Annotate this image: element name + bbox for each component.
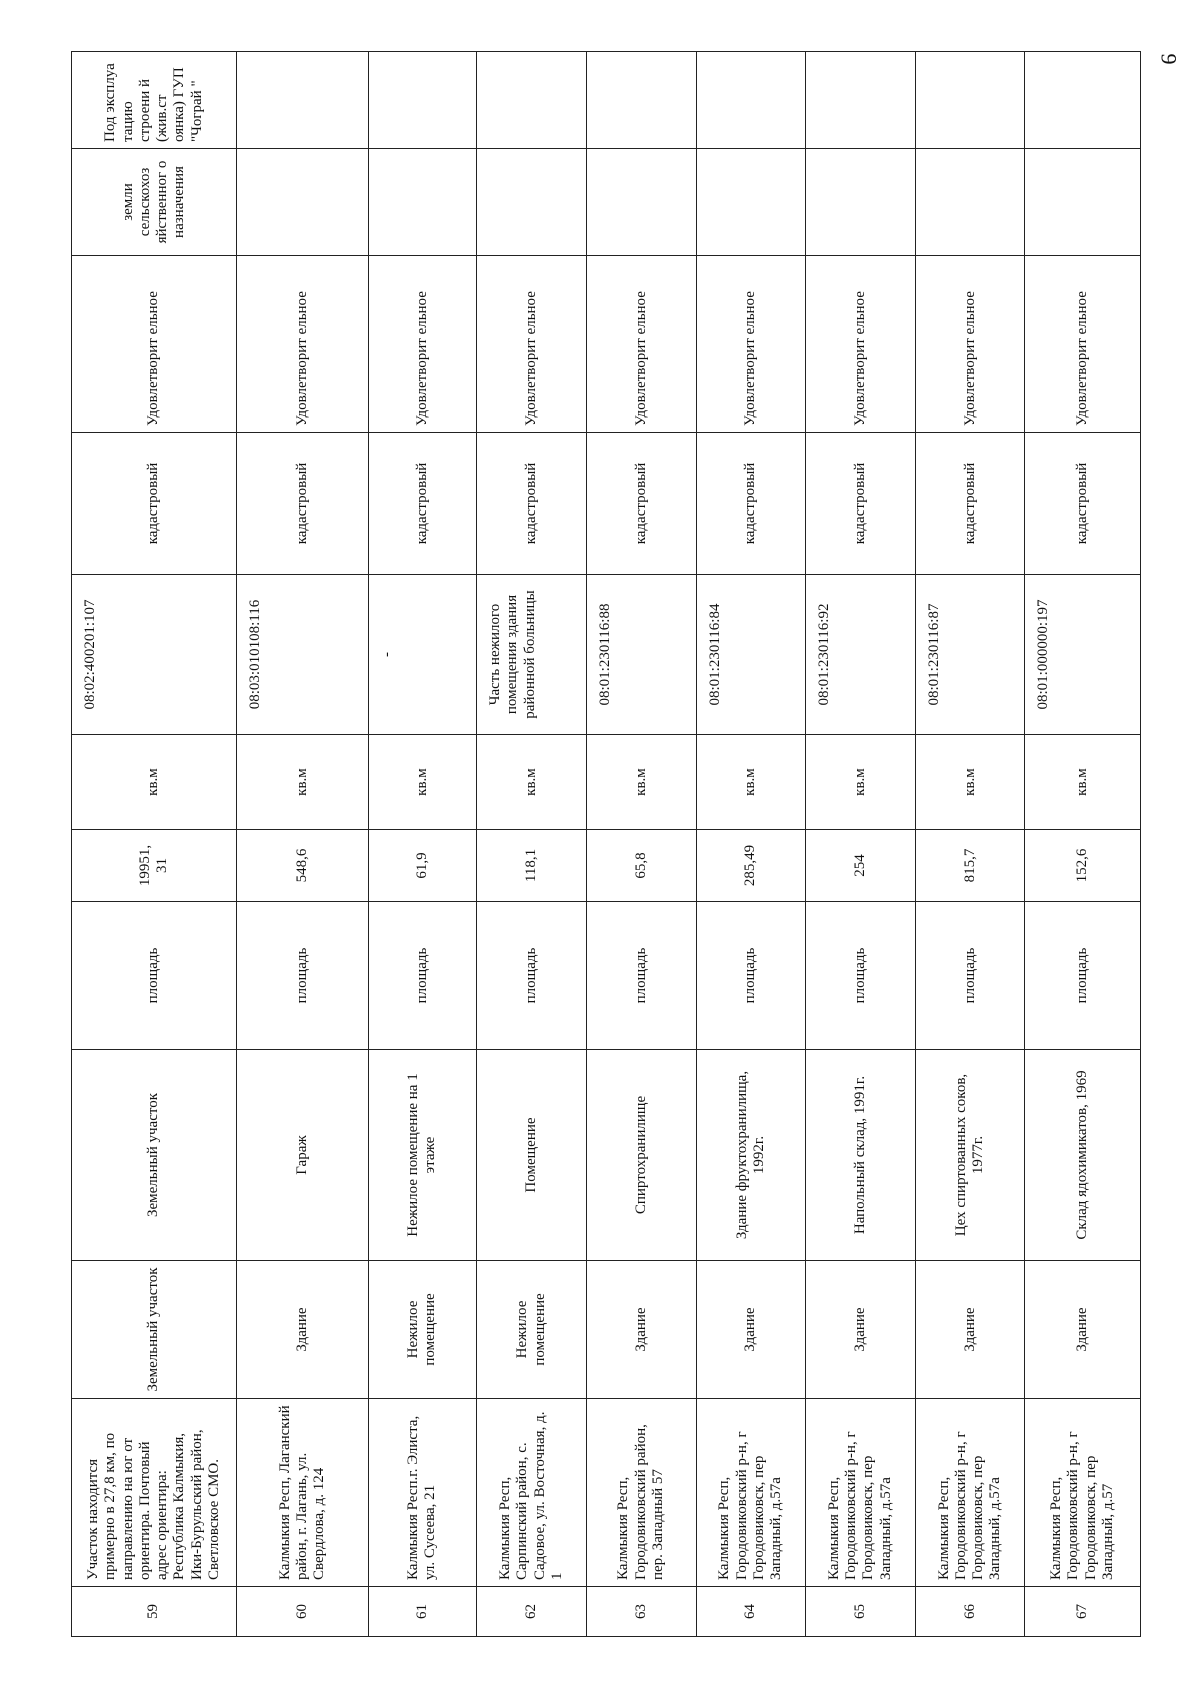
parameter-cell: площадь xyxy=(368,902,477,1050)
object-name-cell: Цех спиртованных соков, 1977г. xyxy=(915,1050,1025,1261)
object-name-cell: Здание фруктохранилища, 1992г. xyxy=(696,1050,806,1261)
object-type-cell: Здание xyxy=(1025,1261,1141,1399)
unit-cell: кв.м xyxy=(586,735,696,830)
row-number-cell: 59 xyxy=(72,1587,237,1637)
table-row xyxy=(586,52,696,1637)
parameter-cell: площадь xyxy=(237,902,369,1050)
property-table-container xyxy=(71,52,1141,1637)
address-cell: Калмыкия Респ, Городовиковский р-н, г Городовиковск, пер Западный, д.57а xyxy=(915,1399,1025,1587)
parameter-cell: площадь xyxy=(696,902,806,1050)
unit-cell: кв.м xyxy=(1025,735,1141,830)
unit-cell: кв.м xyxy=(915,735,1025,830)
object-type-cell: Нежилое помещение xyxy=(477,1261,587,1399)
cadastral-number-cell: Часть нежилого помещения здания районной больницы xyxy=(477,575,587,735)
object-type-cell: Земельный участок xyxy=(72,1261,237,1399)
usage-cell: Под эксплуа тацию строени й (жив.ст оянка) ГУП "Чограй " xyxy=(72,52,237,149)
number-kind-cell: кадастровый xyxy=(806,433,916,575)
condition-cell: Удовлетворит ельное xyxy=(368,256,477,433)
unit-cell: кв.м xyxy=(696,735,806,830)
area-value-cell: 285,49 xyxy=(696,830,806,902)
number-kind-cell: кадастровый xyxy=(72,433,237,575)
cadastral-number-cell: 08:01:000000:197 xyxy=(1025,575,1141,735)
cadastral-number-cell: 08:01:230116:88 xyxy=(586,575,696,735)
area-value-cell: 61,9 xyxy=(368,830,477,902)
unit-cell: кв.м xyxy=(72,735,237,830)
table-row xyxy=(915,52,1025,1637)
address-cell: Участок находится примерно в 27,8 км, по направлению на юг от ориентира. Почтовый адрес ориентира: Республика Калмыкия, Ики-Бурульский район, Светловское СМО. xyxy=(72,1399,237,1587)
land-category-cell xyxy=(1025,149,1141,256)
address-cell: Калмыкия Респ, Сарпинский район, с. Садовое, ул. Восточная, д. 1 xyxy=(477,1399,587,1587)
page-number: 9 xyxy=(1156,53,1182,65)
unit-cell: кв.м xyxy=(477,735,587,830)
object-name-cell: Склад ядохимикатов, 1969 xyxy=(1025,1050,1141,1261)
address-cell: Калмыкия Респ.г. Элиста, ул. Сусеева, 21 xyxy=(368,1399,477,1587)
usage-cell xyxy=(806,52,916,149)
object-type-cell: Нежилое помещение xyxy=(368,1261,477,1399)
land-category-cell xyxy=(696,149,806,256)
number-kind-cell: кадастровый xyxy=(696,433,806,575)
number-kind-cell: кадастровый xyxy=(368,433,477,575)
usage-cell xyxy=(915,52,1025,149)
unit-cell: кв.м xyxy=(806,735,916,830)
object-name-cell: Помещение xyxy=(477,1050,587,1261)
condition-cell: Удовлетворит ельное xyxy=(477,256,587,433)
table-body xyxy=(72,52,1141,1637)
property-table xyxy=(71,51,1141,1637)
parameter-cell: площадь xyxy=(915,902,1025,1050)
row-number-cell: 63 xyxy=(586,1587,696,1637)
parameter-cell: площадь xyxy=(1025,902,1141,1050)
condition-cell: Удовлетворит ельное xyxy=(586,256,696,433)
land-category-cell xyxy=(806,149,916,256)
row-number-cell: 64 xyxy=(696,1587,806,1637)
table-row xyxy=(72,52,237,1637)
cadastral-number-cell: 08:02:400201:107 xyxy=(72,575,237,735)
area-value-cell: 118,1 xyxy=(477,830,587,902)
usage-cell xyxy=(237,52,369,149)
object-name-cell: Нежилое помещение на 1 этаже xyxy=(368,1050,477,1261)
parameter-cell: площадь xyxy=(806,902,916,1050)
rotated-table-frame xyxy=(71,52,1141,1637)
table-row xyxy=(1025,52,1141,1637)
table-row xyxy=(806,52,916,1637)
usage-cell xyxy=(586,52,696,149)
table-row xyxy=(477,52,587,1637)
land-category-cell xyxy=(915,149,1025,256)
object-name-cell: Земельный участок xyxy=(72,1050,237,1261)
condition-cell: Удовлетворит ельное xyxy=(696,256,806,433)
land-category-cell xyxy=(237,149,369,256)
usage-cell xyxy=(368,52,477,149)
parameter-cell: площадь xyxy=(72,902,237,1050)
land-category-cell: земли сельскохоз яйственног о назначения xyxy=(72,149,237,256)
address-cell: Калмыкия Респ, Городовиковский р-н, г Городовиковск, пер Западный, д.57а xyxy=(696,1399,806,1587)
number-kind-cell: кадастровый xyxy=(915,433,1025,575)
land-category-cell xyxy=(477,149,587,256)
cadastral-number-cell: - xyxy=(368,575,477,735)
condition-cell: Удовлетворит ельное xyxy=(915,256,1025,433)
area-value-cell: 548,6 xyxy=(237,830,369,902)
address-cell: Калмыкия Респ, Городовиковский р-н, г Городовиковск, пер Западный, д.57а xyxy=(806,1399,916,1587)
object-type-cell: Здание xyxy=(586,1261,696,1399)
condition-cell: Удовлетворит ельное xyxy=(72,256,237,433)
row-number-cell: 61 xyxy=(368,1587,477,1637)
number-kind-cell: кадастровый xyxy=(237,433,369,575)
table-row xyxy=(237,52,369,1637)
object-type-cell: Здание xyxy=(696,1261,806,1399)
address-cell: Калмыкия Респ, Городовиковский р-н, г Городовиковск, пер Западный, д.57 xyxy=(1025,1399,1141,1587)
usage-cell xyxy=(477,52,587,149)
land-category-cell xyxy=(368,149,477,256)
cadastral-number-cell: 08:01:230116:84 xyxy=(696,575,806,735)
parameter-cell: площадь xyxy=(586,902,696,1050)
row-number-cell: 66 xyxy=(915,1587,1025,1637)
parameter-cell: площадь xyxy=(477,902,587,1050)
row-number-cell: 65 xyxy=(806,1587,916,1637)
table-row xyxy=(368,52,477,1637)
object-name-cell: Напольный склад, 1991г. xyxy=(806,1050,916,1261)
area-value-cell: 815,7 xyxy=(915,830,1025,902)
cadastral-number-cell: 08:01:230116:92 xyxy=(806,575,916,735)
object-name-cell: Спиртохранилище xyxy=(586,1050,696,1261)
area-value-cell: 152,6 xyxy=(1025,830,1141,902)
number-kind-cell: кадастровый xyxy=(586,433,696,575)
object-type-cell: Здание xyxy=(237,1261,369,1399)
land-category-cell xyxy=(586,149,696,256)
unit-cell: кв.м xyxy=(237,735,369,830)
condition-cell: Удовлетворит ельное xyxy=(806,256,916,433)
object-name-cell: Гараж xyxy=(237,1050,369,1261)
address-cell: Калмыкия Респ, Лаганский район, г. Лагань, ул. Свердлова, д. 124 xyxy=(237,1399,369,1587)
table-row xyxy=(696,52,806,1637)
usage-cell xyxy=(696,52,806,149)
cadastral-number-cell: 08:03:010108:116 xyxy=(237,575,369,735)
condition-cell: Удовлетворит ельное xyxy=(1025,256,1141,433)
number-kind-cell: кадастровый xyxy=(477,433,587,575)
condition-cell: Удовлетворит ельное xyxy=(237,256,369,433)
cadastral-number-cell: 08:01:230116:87 xyxy=(915,575,1025,735)
row-number-cell: 62 xyxy=(477,1587,587,1637)
address-cell: Калмыкия Респ, Городовиковский район, пер. Западный 57 xyxy=(586,1399,696,1587)
object-type-cell: Здание xyxy=(806,1261,916,1399)
number-kind-cell: кадастровый xyxy=(1025,433,1141,575)
area-value-cell: 19951, 31 xyxy=(72,830,237,902)
usage-cell xyxy=(1025,52,1141,149)
area-value-cell: 254 xyxy=(806,830,916,902)
area-value-cell: 65,8 xyxy=(586,830,696,902)
object-type-cell: Здание xyxy=(915,1261,1025,1399)
unit-cell: кв.м xyxy=(368,735,477,830)
row-number-cell: 67 xyxy=(1025,1587,1141,1637)
row-number-cell: 60 xyxy=(237,1587,369,1637)
